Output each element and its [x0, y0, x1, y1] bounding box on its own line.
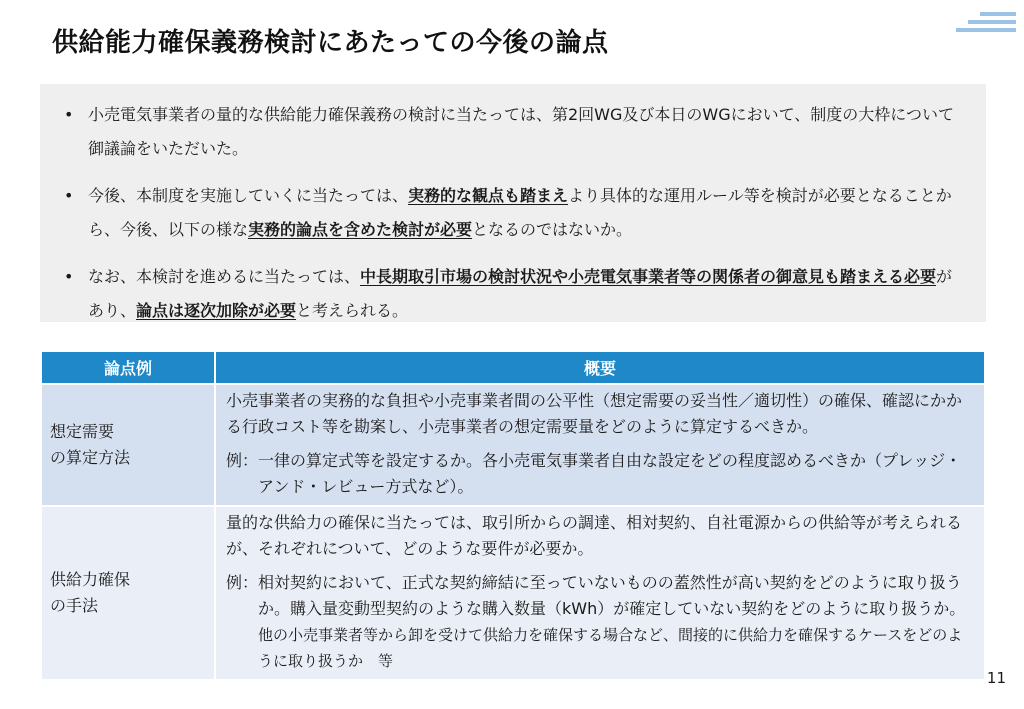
example-block [226, 570, 974, 674]
row-label [41, 384, 215, 506]
example-body [258, 570, 974, 674]
bullet-text: となるのではないか。 [472, 220, 633, 239]
table-row [41, 506, 985, 680]
bullet-text: なお、本検討を進めるに当たっては、 [88, 267, 361, 286]
bullet-dot-icon: • [64, 267, 74, 286]
emphasis-text: 実務的な観点も踏まえ [408, 186, 569, 205]
table-header-row [41, 351, 985, 384]
bullet-text: より具体的な運用ルール等を検討が必要となることから、今後、以下の様な [88, 186, 952, 239]
bullet-text: 今後、本制度を実施していくに当たっては、 [88, 186, 409, 205]
row-description [215, 506, 985, 680]
header-overview: 概要 [215, 351, 985, 384]
bullet-item-3 [62, 260, 966, 328]
page-number: 11 [986, 669, 1006, 687]
example-text: 相対契約において、正式な契約締結に至っていないものの蓋然性が高い契約をどのように取り扱うか。購入量変動型契約のような購入数量（kWh）が確定していない契約をどのように取り扱うか。 [258, 573, 966, 618]
example-mark: 例： [226, 573, 259, 592]
example-block [226, 448, 974, 500]
bullet-item-2 [62, 179, 966, 247]
emphasis-text: 実務的論点を含めた検討が必要 [248, 220, 473, 239]
bullet-text: と考えられる。 [296, 301, 409, 320]
row-label-line: の算定方法 [50, 448, 131, 467]
example-text: 一律の算定式等を設定するか。各小売電気事業者自由な設定をどの程度認めるべきか（プレッジ・アンド・レビュー方式など）。 [258, 451, 962, 496]
example-mark: 例： [226, 451, 259, 470]
table-row [41, 384, 985, 506]
bullet-item-1 [62, 98, 966, 166]
bullet-text: 小売電気事業者の量的な供給能力確保義務の検討に当たっては、第2回WG及び本日のWGにおいて、制度の大枠について御議論をいただいた。 [88, 105, 954, 158]
corner-logo [952, 8, 1016, 36]
row-label-line: の手法 [50, 596, 99, 615]
row-description [215, 384, 985, 506]
example-text-small: 他の小売事業者等から卸を受けて供給力を確保する場合など、間接的に供給力を確保するケースをどのように取り扱うか 等 [258, 626, 963, 670]
bullet-dot-icon: • [64, 186, 74, 205]
bullet-dot-icon: • [64, 105, 74, 124]
emphasis-text: 中長期取引市場の検討状況や小売電気事業者等の関係者の御意見も踏まえる必要 [360, 267, 937, 286]
header-issue-example: 論点例 [41, 351, 215, 384]
emphasis-text: 論点は逐次加除が必要 [136, 301, 297, 320]
summary-box [40, 84, 986, 322]
bullet-text: があり、 [88, 267, 953, 320]
description-text: 量的な供給力の確保に当たっては、取引所からの調達、相対契約、自社電源からの供給等が考えられるが、それぞれについて、どのような要件が必要か。 [226, 513, 963, 558]
issues-table [40, 350, 986, 681]
row-label-line: 供給力確保 [50, 570, 131, 589]
row-label-line: 想定需要 [50, 422, 115, 441]
page-title: 供給能力確保義務検討にあたっての今後の論点 [52, 28, 609, 58]
description-text: 小売事業者の実務的な負担や小売事業者間の公平性（想定需要の妥当性／適切性）の確保、確認にかかる行政コスト等を勘案し、小売事業者の想定需要量をどのように算定するべきか。 [226, 391, 963, 436]
row-label [41, 506, 215, 680]
